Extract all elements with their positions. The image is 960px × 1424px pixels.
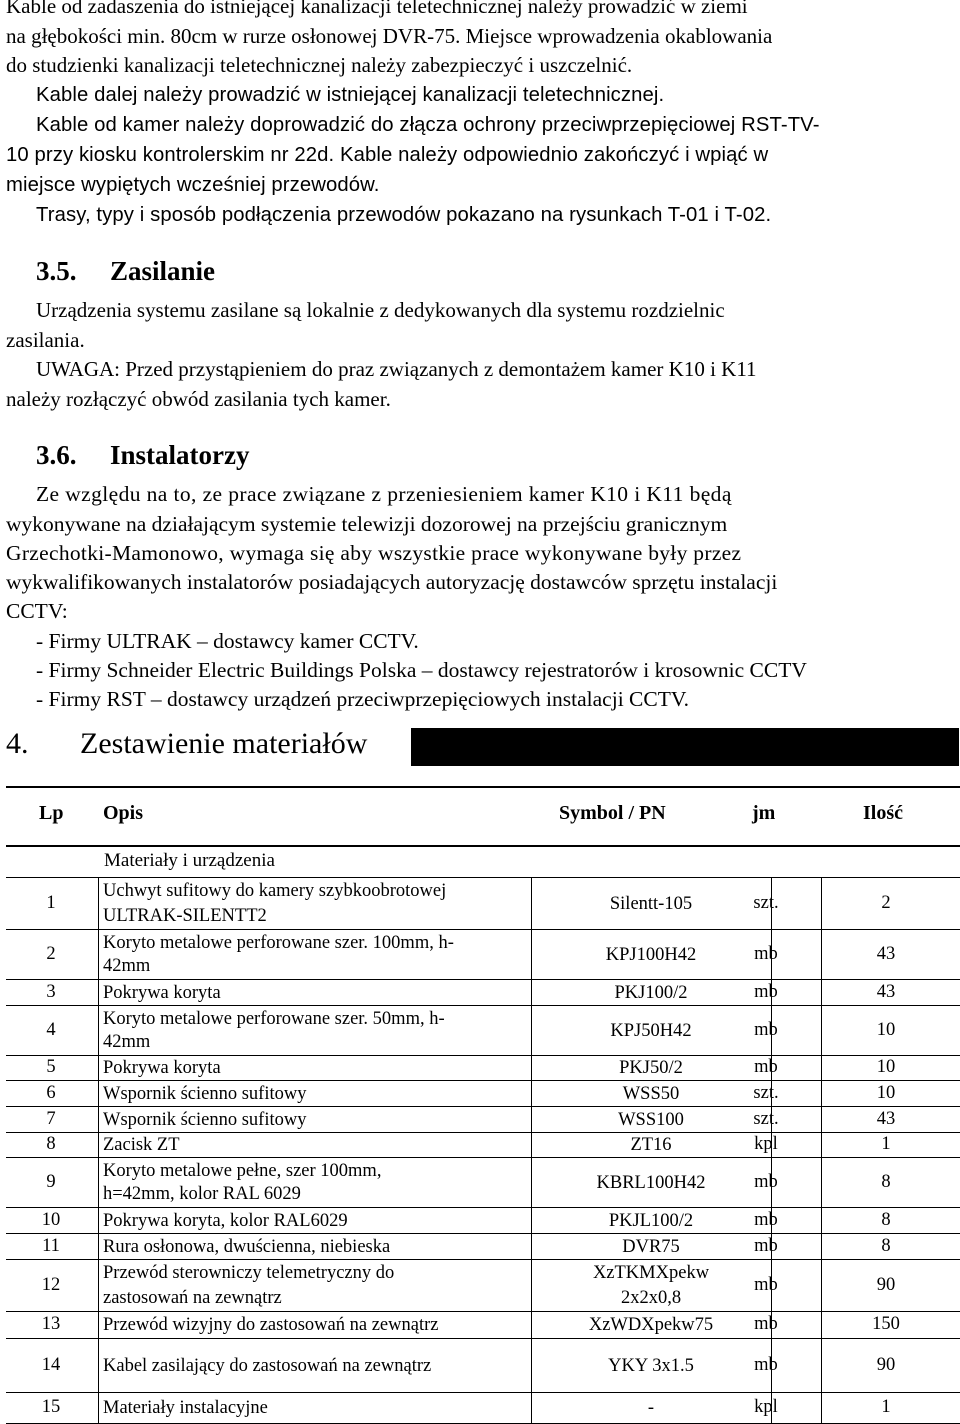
header-lp: Lp bbox=[39, 802, 64, 824]
table-column-divider bbox=[821, 1393, 822, 1423]
cell-jm: mb bbox=[754, 1235, 778, 1256]
section-3-5-line-1: Urządzenia systemu zasilane są lokalnie z dedykowanych dla systemu rozdzielnic bbox=[36, 298, 725, 322]
table-column-divider bbox=[821, 1312, 822, 1339]
cell-lp: 14 bbox=[41, 1354, 61, 1375]
cell-symbol: XzTKMXpekw bbox=[592, 1263, 710, 1283]
intro-line-7: miejsce wypiętych wcześniej przewodów. bbox=[6, 174, 380, 196]
cell-ilosc: 8 bbox=[881, 1171, 891, 1192]
table-column-divider bbox=[98, 1234, 99, 1260]
materials-table-header bbox=[6, 786, 960, 847]
cell-lp: 12 bbox=[41, 1274, 61, 1295]
header-symbol: Symbol / PN bbox=[559, 802, 666, 824]
cell-lp: 13 bbox=[41, 1314, 61, 1334]
section-3-6-line-8: - Firmy RST – dostawcy urządzeń przeciwprzepięciowych instalacji CCTV. bbox=[36, 687, 689, 711]
cell-ilosc: 10 bbox=[876, 1082, 896, 1103]
table-column-divider bbox=[98, 980, 99, 1006]
cell-opis-line-2: zastosowań na zewnątrz bbox=[103, 1288, 282, 1308]
table-row bbox=[6, 1233, 960, 1260]
table-row bbox=[6, 929, 960, 980]
table-column-divider bbox=[821, 1158, 822, 1208]
section-3-6-number: 3.6. bbox=[36, 440, 77, 470]
table-row bbox=[6, 1259, 960, 1312]
cell-opis: Koryto metalowe pełne, szer 100mm, bbox=[103, 1161, 382, 1181]
section-4-heading-bar bbox=[4, 728, 959, 766]
table-row bbox=[6, 877, 960, 930]
cell-opis-line-2: ULTRAK-SILENTT2 bbox=[103, 906, 267, 926]
table-column-divider bbox=[821, 878, 822, 930]
header-jm: jm bbox=[752, 802, 776, 824]
materials-group-label: Materiały i urządzenia bbox=[104, 850, 275, 871]
cell-symbol: Silentt-105 bbox=[609, 893, 693, 914]
header-opis: Opis bbox=[103, 802, 144, 824]
cell-symbol: DVR75 bbox=[622, 1236, 680, 1257]
cell-opis-line-2: h=42mm, kolor RAL 6029 bbox=[103, 1184, 301, 1204]
cell-symbol: KPJ100H42 bbox=[605, 944, 697, 965]
cell-symbol: PKJL100/2 bbox=[608, 1210, 694, 1231]
cell-opis: Pokrywa koryta, kolor RAL6029 bbox=[103, 1210, 348, 1231]
table-column-divider bbox=[98, 1260, 99, 1312]
table-column-divider bbox=[821, 1081, 822, 1107]
section-3-6-line-6: - Firmy ULTRAK – dostawcy kamer CCTV. bbox=[36, 629, 419, 653]
cell-lp: 9 bbox=[46, 1171, 56, 1192]
cell-ilosc: 10 bbox=[876, 1057, 896, 1077]
section-3-5-line-3: UWAGA: Przed przystąpieniem do praz związanych z demontażem kamer K10 i K11 bbox=[36, 357, 757, 381]
table-column-divider bbox=[821, 1006, 822, 1056]
cell-jm: mb bbox=[754, 1019, 778, 1040]
table-column-divider bbox=[98, 930, 99, 980]
cell-opis: Przewód sterowniczy telemetryczny do bbox=[103, 1263, 395, 1283]
table-column-divider bbox=[821, 980, 822, 1006]
cell-jm: kpl bbox=[754, 1396, 778, 1417]
table-column-divider bbox=[98, 1393, 99, 1423]
table-row bbox=[6, 979, 960, 1006]
section-3-6-line-1: Ze względu na to, ze prace związane z przeniesieniem kamer K10 i K11 będą bbox=[36, 482, 732, 506]
table-column-divider bbox=[98, 878, 99, 930]
cell-ilosc: 150 bbox=[872, 1314, 900, 1334]
section-3-5-line-4: należy rozłączyć obwód zasilania tych kamer. bbox=[6, 387, 391, 411]
cell-symbol: WSS50 bbox=[622, 1083, 680, 1104]
section-3-5-title: Zasilanie bbox=[110, 256, 216, 286]
header-ilosc: Ilość bbox=[863, 802, 903, 824]
cell-symbol: PKJ100/2 bbox=[614, 982, 688, 1003]
section-3-6-line-2: wykonywane na działającym systemie telewizji dozorowej na przejściu granicznym bbox=[6, 512, 728, 536]
section-3-6-line-7: - Firmy Schneider Electric Buildings Polska – dostawcy rejestratorów i krosownic CCTV bbox=[36, 658, 807, 682]
table-column-divider bbox=[98, 1056, 99, 1081]
cell-opis: Kabel zasilający do zastosowań na zewnątrz bbox=[103, 1355, 432, 1376]
section-3-6-line-5: CCTV: bbox=[6, 599, 68, 623]
section-3-5-line-2: zasilania. bbox=[6, 328, 85, 352]
cell-ilosc: 43 bbox=[876, 1108, 896, 1129]
cell-ilosc: 90 bbox=[876, 1354, 896, 1375]
section-4-number: 4. bbox=[6, 727, 29, 760]
table-row bbox=[6, 1311, 960, 1339]
table-row bbox=[6, 1132, 960, 1158]
table-row bbox=[6, 1392, 960, 1424]
cell-ilosc: 8 bbox=[881, 1209, 891, 1230]
section-3-6-line-4: wykwalifikowanych instalatorów posiadających autoryzację dostawców sprzętu instalacji bbox=[6, 570, 778, 594]
table-row bbox=[6, 1055, 960, 1081]
cell-ilosc: 90 bbox=[876, 1274, 896, 1295]
cell-lp: 6 bbox=[46, 1082, 56, 1103]
section-4-title: Zestawienie materiałów bbox=[80, 727, 368, 760]
table-column-divider bbox=[98, 1081, 99, 1107]
table-column-divider bbox=[821, 1208, 822, 1234]
table-row bbox=[6, 1080, 960, 1107]
cell-opis: Pokrywa koryta bbox=[103, 1058, 221, 1078]
cell-symbol: YKY 3x1.5 bbox=[608, 1355, 694, 1376]
table-row bbox=[6, 1157, 960, 1208]
table-column-divider bbox=[98, 1312, 99, 1339]
cell-opis: Koryto metalowe perforowane szer. 50mm, h- bbox=[103, 1009, 445, 1029]
cell-symbol-line-2: 2x2x0,8 bbox=[620, 1288, 682, 1308]
cell-symbol: ZT16 bbox=[630, 1135, 672, 1155]
cell-opis: Wspornik ścienno sufitowy bbox=[103, 1109, 307, 1130]
table-row bbox=[6, 1207, 960, 1234]
cell-opis: Koryto metalowe perforowane szer. 100mm, h- bbox=[103, 933, 454, 953]
table-column-divider bbox=[821, 1056, 822, 1081]
intro-line-5: Kable od kamer należy doprowadzić do złącza ochrony przeciwprzepięciowej RST-TV- bbox=[36, 114, 820, 136]
cell-opis-line-2: 42mm bbox=[103, 956, 151, 976]
table-column-divider bbox=[821, 1107, 822, 1133]
cell-opis: Uchwyt sufitowy do kamery szybkoobrotowej bbox=[103, 881, 447, 901]
cell-lp: 15 bbox=[41, 1396, 61, 1417]
cell-jm: mb bbox=[754, 1314, 778, 1334]
cell-lp: 4 bbox=[46, 1019, 56, 1040]
table-column-divider bbox=[821, 1234, 822, 1260]
cell-jm: szt. bbox=[753, 1082, 779, 1103]
intro-line-2: na głębokości min. 80cm w rurze osłonowej DVR-75. Miejsce wprowadzenia okablowania bbox=[6, 24, 773, 48]
cell-jm: mb bbox=[754, 1274, 778, 1295]
cell-opis: Materiały instalacyjne bbox=[103, 1397, 268, 1418]
cell-ilosc: 1 bbox=[881, 1134, 891, 1154]
cell-opis: Zacisk ZT bbox=[103, 1135, 180, 1155]
cell-lp: 11 bbox=[42, 1235, 60, 1256]
intro-line-4: Kable dalej należy prowadzić w istniejącej kanalizacji teletechnicznej. bbox=[36, 84, 665, 106]
cell-lp: 3 bbox=[46, 981, 56, 1002]
section-3-6-line-3: Grzechotki-Mamonowo, wymaga się aby wszystkie prace wykonywane były przez bbox=[6, 541, 742, 565]
cell-ilosc: 1 bbox=[881, 1396, 891, 1417]
section-3-6-title: Instalatorzy bbox=[110, 440, 250, 470]
cell-jm: mb bbox=[754, 1171, 778, 1192]
cell-opis: Wspornik ścienno sufitowy bbox=[103, 1083, 307, 1104]
cell-symbol: PKJ50/2 bbox=[619, 1058, 683, 1078]
table-column-divider bbox=[821, 1133, 822, 1158]
cell-ilosc: 8 bbox=[881, 1235, 891, 1256]
cell-jm: mb bbox=[754, 1354, 778, 1375]
cell-symbol: XzWDXpekw75 bbox=[588, 1315, 714, 1335]
section-3-5-number: 3.5. bbox=[36, 256, 77, 286]
table-column-divider bbox=[98, 1133, 99, 1158]
cell-ilosc: 2 bbox=[881, 892, 891, 913]
cell-jm: kpl bbox=[754, 1134, 778, 1154]
cell-lp: 5 bbox=[46, 1057, 56, 1077]
cell-ilosc: 10 bbox=[876, 1019, 896, 1040]
cell-opis: Rura osłonowa, dwuścienna, niebieska bbox=[103, 1236, 391, 1257]
table-column-divider bbox=[821, 1339, 822, 1393]
cell-jm: mb bbox=[754, 1057, 778, 1077]
cell-ilosc: 43 bbox=[876, 943, 896, 964]
table-column-divider bbox=[98, 1208, 99, 1234]
cell-jm: mb bbox=[754, 1209, 778, 1230]
intro-line-8: Trasy, typy i sposób podłączenia przewodów pokazano na rysunkach T-01 i T-02. bbox=[36, 204, 772, 226]
cell-opis-line-2: 42mm bbox=[103, 1032, 151, 1052]
table-row bbox=[6, 1005, 960, 1056]
table-row bbox=[6, 1338, 960, 1393]
intro-line-1: Kable od zadaszenia do istniejącej kanalizacji teletechnicznej należy prowadzić w ziemi bbox=[6, 0, 748, 18]
intro-line-6: 10 przy kiosku kontrolerskim nr 22d. Kable należy odpowiednio zakończyć i wpiąć w bbox=[6, 144, 769, 166]
cell-lp: 2 bbox=[46, 943, 56, 964]
cell-symbol: - bbox=[647, 1397, 655, 1418]
cell-lp: 1 bbox=[46, 892, 56, 913]
cell-lp: 8 bbox=[46, 1134, 56, 1154]
cell-jm: szt. bbox=[753, 1108, 779, 1129]
cell-ilosc: 43 bbox=[876, 981, 896, 1002]
cell-opis: Pokrywa koryta bbox=[103, 982, 221, 1003]
table-column-divider bbox=[98, 1006, 99, 1056]
intro-line-3: do studzienki kanalizacji teletechnicznej należy zabezpieczyć i uszczelnić. bbox=[6, 53, 633, 77]
cell-symbol: WSS100 bbox=[618, 1109, 684, 1130]
table-column-divider bbox=[821, 930, 822, 980]
table-row bbox=[6, 1106, 960, 1133]
cell-jm: szt. bbox=[753, 892, 779, 913]
table-column-divider bbox=[821, 1260, 822, 1312]
cell-symbol: KPJ50H42 bbox=[610, 1020, 692, 1041]
cell-jm: mb bbox=[754, 981, 778, 1002]
cell-lp: 7 bbox=[46, 1108, 56, 1129]
cell-opis: Przewód wizyjny do zastosowań na zewnątrz bbox=[103, 1315, 439, 1335]
table-column-divider bbox=[98, 1158, 99, 1208]
table-column-divider bbox=[98, 1339, 99, 1393]
cell-lp: 10 bbox=[41, 1209, 61, 1230]
table-column-divider bbox=[98, 1107, 99, 1133]
cell-jm: mb bbox=[754, 943, 778, 964]
cell-symbol: KBRL100H42 bbox=[596, 1172, 706, 1193]
